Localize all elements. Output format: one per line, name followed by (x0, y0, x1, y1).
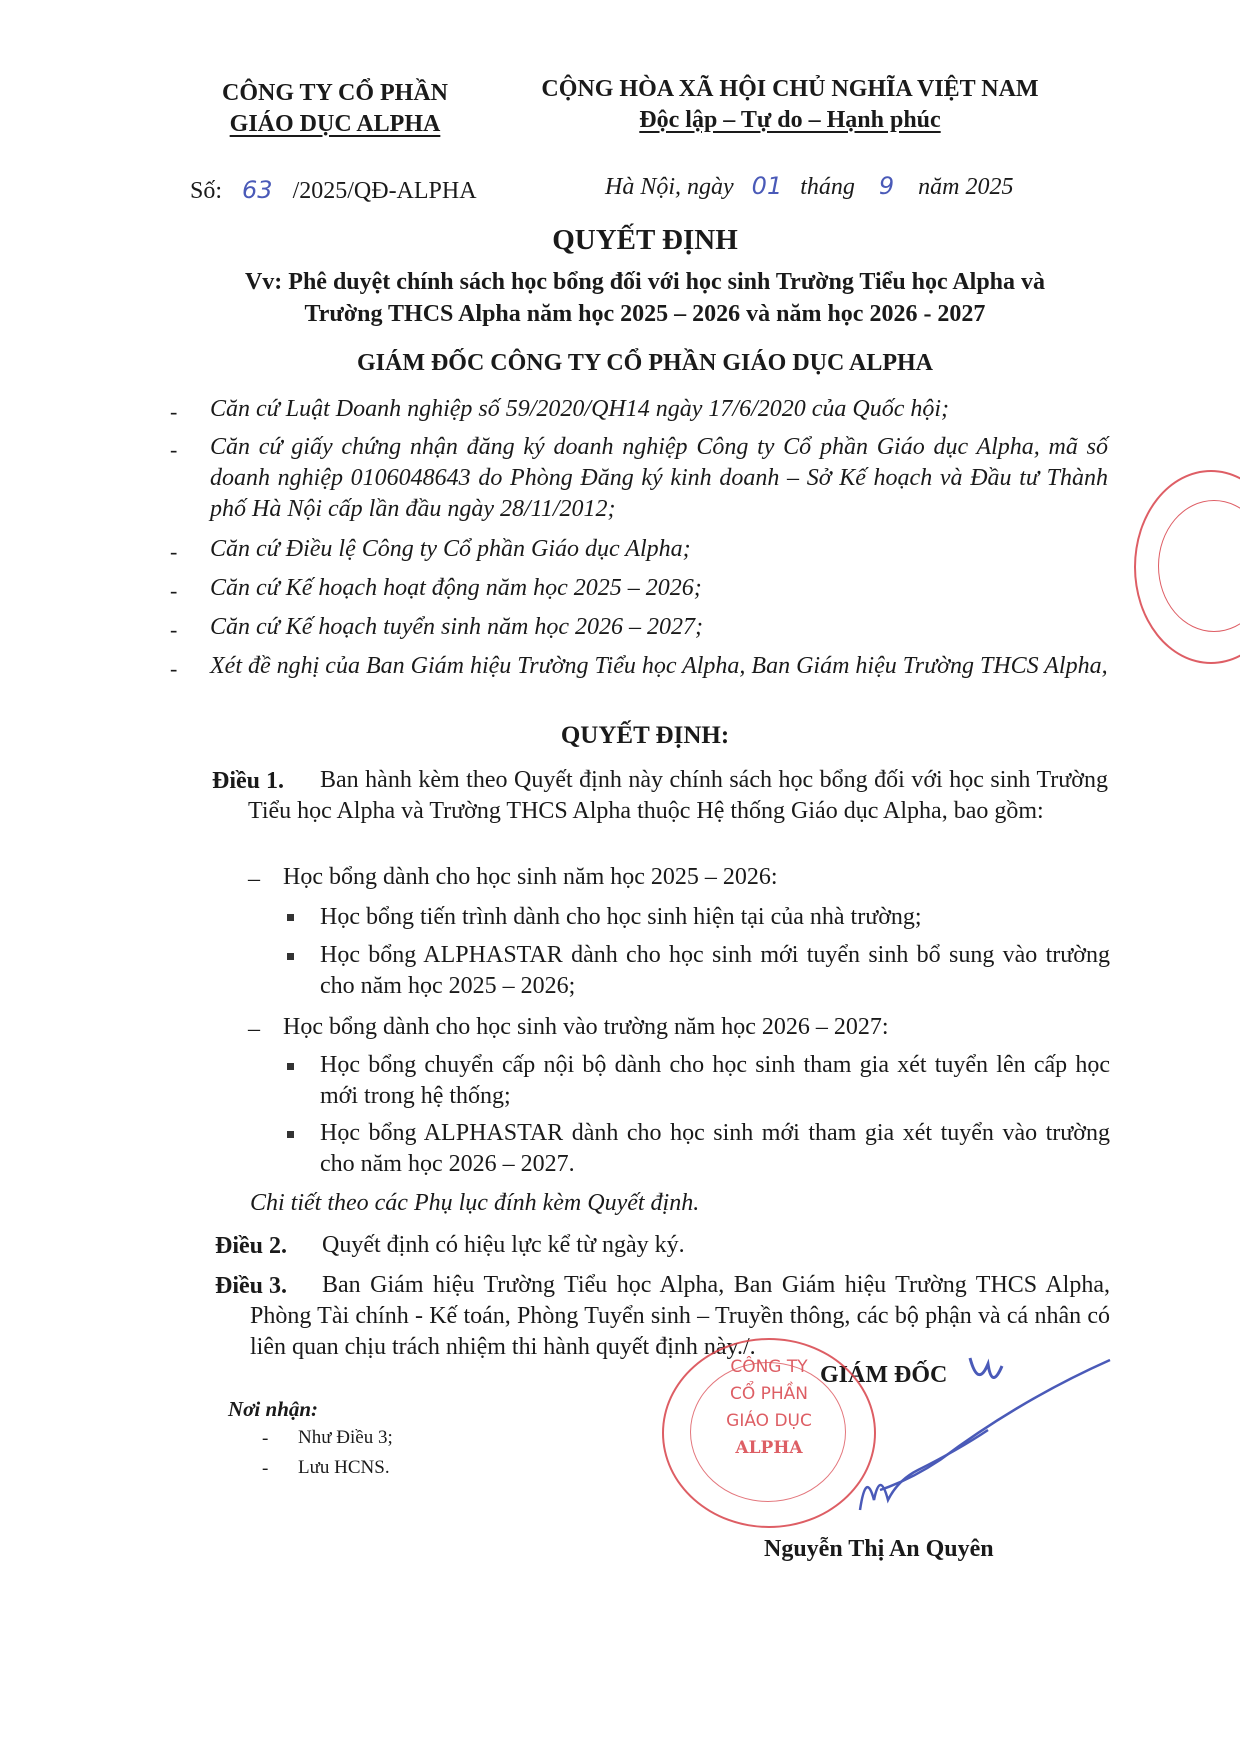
bullet-dash: - (170, 539, 178, 564)
decision-heading: QUYẾT ĐỊNH: (560, 722, 730, 749)
seal-text: CÔNG TY CỔ PHẦN GIÁO DỤC ALPHA (726, 1357, 812, 1458)
motto: Độc lập – Tự do – Hạnh phúc (639, 107, 941, 133)
recipient-2: Lưu HCNS. (298, 1457, 390, 1478)
handwritten-day: 01 (751, 172, 783, 200)
issuing-authority: GIÁM ĐỐC CÔNG TY CỔ PHẦN GIÁO DỤC ALPHA (356, 350, 933, 376)
article-2-label: Điều 2. (215, 1233, 287, 1259)
basis-4: Căn cứ Kế hoạch hoạt động năm học 2025 – 2026; (210, 575, 702, 601)
bullet-dash: – (248, 1016, 260, 1042)
recipients-heading: Nơi nhận: (228, 1397, 319, 1421)
bullet-dash: - (262, 1428, 269, 1449)
appendix-note: Chi tiết theo các Phụ lục đính kèm Quyết định. (250, 1190, 700, 1216)
document-subject: Vv: Phê duyệt chính sách học bổng đối với học sinh Trường Tiểu học Alpha và Trường THCS Alpha năm học 2025 – 2026 và năm học 2026 - 2027 (244, 269, 1046, 327)
national-motto (510, 74, 1070, 136)
signer-name: Nguyễn Thị An Quyên (764, 1536, 994, 1562)
scholarship-item-progress: Học bổng tiến trình dành cho học sinh hiện tại của nhà trường; (320, 904, 922, 930)
square-bullet-icon (287, 1131, 294, 1138)
bullet-dash: – (248, 866, 260, 892)
company-seal (662, 1338, 876, 1528)
signer-title: GIÁM ĐỐC (820, 1362, 948, 1388)
company-name (170, 78, 500, 140)
bullet-dash: - (170, 617, 178, 642)
article-1-label: Điều 1. (212, 768, 284, 794)
recipient-1: Như Điều 3; (298, 1427, 393, 1448)
basis-3: Căn cứ Điều lệ Công ty Cổ phần Giáo dục Alpha; (210, 536, 691, 562)
scholarship-item-alphastar-2025: Học bổng ALPHASTAR dành cho học sinh mới tuyển sinh bổ sung vào trường cho năm học 2025 – 2026; (320, 942, 1110, 999)
square-bullet-icon (287, 953, 294, 960)
basis-6: Xét đề nghị của Ban Giám hiệu Trường Tiểu học Alpha, Ban Giám hiệu Trường THCS Alpha, (210, 653, 1108, 679)
reference-number: Số: 63 /2025/QĐ-ALPHA (190, 176, 477, 204)
article-2-text: Quyết định có hiệu lực kể từ ngày ký. (322, 1232, 685, 1258)
scholarship-item-alphastar-2026: Học bổng ALPHASTAR dành cho học sinh mới tham gia xét tuyển vào trường cho năm học 2026 – 2027. (320, 1120, 1110, 1177)
bullet-dash: - (170, 399, 178, 424)
article-1-text: Ban hành kèm theo Quyết định này chính sách học bổng đối với học sinh Trường Tiểu học Alpha và Trường THCS Alpha thuộc Hệ thống Giáo dục Alpha, bao gồm: (248, 767, 1108, 824)
company-line1: CÔNG TY CỔ PHẦN (221, 80, 448, 106)
article-3-label: Điều 3. (215, 1273, 287, 1299)
scholarship-group-2: Học bổng dành cho học sinh vào trường năm học 2026 – 2027: (283, 1014, 889, 1040)
document-title: QUYẾT ĐỊNH (552, 224, 738, 256)
company-line2: GIÁO DỤC ALPHA (229, 111, 441, 137)
bullet-dash: - (170, 437, 178, 462)
scholarship-item-internal-transfer: Học bổng chuyển cấp nội bộ dành cho học sinh tham gia xét tuyển lên cấp học mới trong hệ thống; (320, 1052, 1110, 1109)
bullet-dash: - (170, 656, 178, 681)
issue-date: Hà Nội, ngày 01 tháng 9 năm 2025 (605, 172, 1014, 200)
article-3-text: Ban Giám hiệu Trường Tiểu học Alpha, Ban Giám hiệu Trường THCS Alpha, Phòng Tài chính - Kế toán, Phòng Tuyển sinh – Truyền thông, các bộ phận và cá nhân có liên quan chịu trách nhiệm thi hành quyết định này./. (250, 1272, 1110, 1360)
basis-1: Căn cứ Luật Doanh nghiệp số 59/2020/QH14 ngày 17/6/2020 của Quốc hội; (210, 396, 950, 422)
basis-5: Căn cứ Kế hoạch tuyển sinh năm học 2026 – 2027; (210, 614, 704, 640)
country-name: CỘNG HÒA XÃ HỘI CHỦ NGHĨA VIỆT NAM (541, 76, 1039, 102)
bullet-dash: - (170, 578, 178, 603)
handwritten-number: 63 (242, 176, 273, 204)
basis-2: Căn cứ giấy chứng nhận đăng ký doanh nghiệp Công ty Cổ phần Giáo dục Alpha, mã số doanh nghiệp 0106048643 do Phòng Đăng ký kinh doanh – Sở Kế hoạch và Đầu tư Thành phố Hà Nội cấp lần đầu ngày 28/11/2012; (210, 434, 1108, 522)
bullet-dash: - (262, 1458, 269, 1479)
square-bullet-icon (287, 1063, 294, 1070)
scholarship-group-1: Học bổng dành cho học sinh năm học 2025 – 2026: (283, 864, 778, 890)
handwritten-month: 9 (878, 172, 895, 200)
square-bullet-icon (287, 914, 294, 921)
